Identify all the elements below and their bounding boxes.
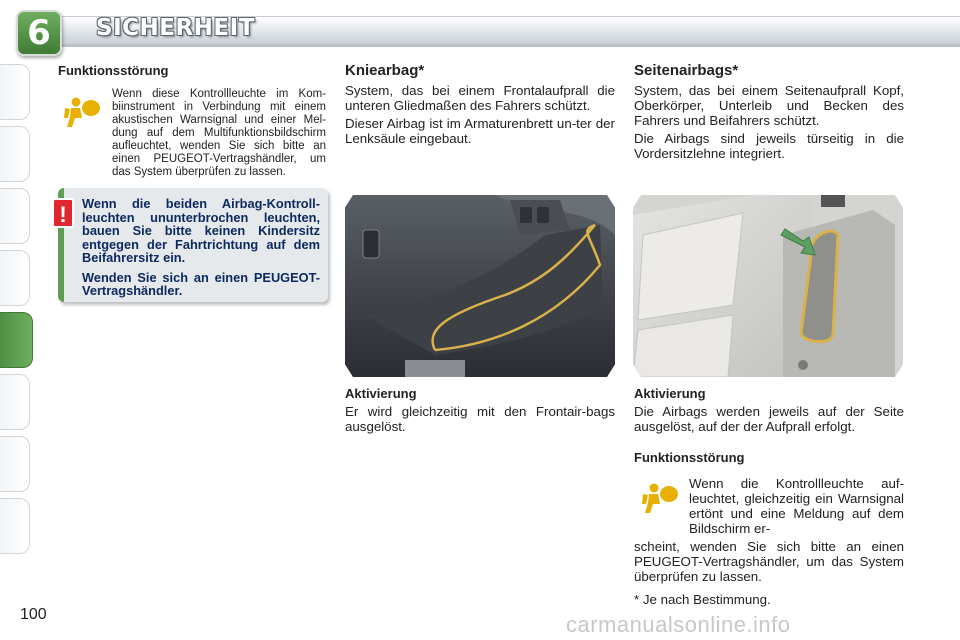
chapter-tab-6-active[interactable] (0, 312, 33, 368)
warning-box (58, 188, 328, 302)
side-malfunction-heading: Funktionsstörung (634, 450, 745, 465)
knee-airbag-illustration (345, 195, 615, 377)
warning-exclamation-icon: ! (52, 198, 74, 228)
chapter-tabs (0, 64, 34, 580)
side-malfunction-text-1: Wenn die Kontrollleuchte auf-leuchtet, gleichzeitig ein Warnsignal ertönt und eine Meldung auf dem Bildschirm er- (689, 476, 904, 536)
side-airbag-text-2: Die Airbags sind jeweils türseitig in die Vordersitzlehne integriert. (634, 131, 904, 161)
side-airbag-illustration (633, 195, 903, 377)
footnote: * Je nach Bestimmung. (634, 592, 771, 607)
side-malfunction-text-2: scheint, wenden Sie sich bitte an einen PEUGEOT-Vertragshändler, um das System überprüfen zu lassen. (634, 539, 904, 584)
chapter-title: SICHERHEIT (96, 15, 255, 41)
chapter-tab-3[interactable] (0, 188, 30, 244)
chapter-tab-1[interactable] (0, 64, 30, 120)
chapter-badge[interactable]: 6 (16, 10, 62, 56)
header-rule (40, 44, 960, 47)
knee-airbag-heading: Kniearbag* (345, 62, 425, 79)
knee-activation-text: Er wird gleichzeitig mit den Frontair-bags ausgelöst. (345, 404, 615, 434)
chapter-tab-2[interactable] (0, 126, 30, 182)
knee-airbag-photo (345, 195, 615, 377)
page-number: 100 (20, 606, 47, 623)
page-header (0, 0, 960, 58)
chapter-tab-4[interactable] (0, 250, 30, 306)
side-airbag-description (634, 83, 904, 161)
side-airbag-heading: Seitenairbags* (634, 62, 739, 79)
airbag-warning-icon-2 (640, 482, 680, 516)
airbag-warning-icon (62, 96, 102, 130)
knee-airbag-description (345, 83, 615, 146)
left-malfunction-heading: Funktionsstörung (58, 63, 169, 78)
side-airbag-text-1: System, das bei einem Seitenaufprall Kopf, Oberkörper, Unterleib und Becken des Fahrers und Beifahrers schützt. (634, 83, 904, 128)
side-activation-heading: Aktivierung (634, 386, 706, 401)
watermark: carmanualsonline.info (566, 612, 791, 637)
knee-airbag-text-1: System, das bei einem Frontalaufprall die unteren Gliedmaßen des Fahrers schützt. (345, 83, 615, 113)
warning-text-1: Wenn die beiden Airbag-Kontroll-leuchten ununterbrochen leuchten, bauen Sie bitte keinen Kindersitz entgegen der Fahrtrichtung auf dem Beifahrersitz ein. (82, 196, 320, 265)
knee-airbag-text-2: Dieser Airbag ist im Armaturenbrett un-ter der Lenksäule eingebaut. (345, 116, 615, 146)
side-activation-text: Die Airbags werden jeweils auf der Seite ausgelöst, auf der der Aufprall erfolgt. (634, 404, 904, 434)
chapter-tab-7[interactable] (0, 374, 30, 430)
left-malfunction-text: Wenn diese Kontrollleuchte im Kom-biinstrument in Verbindung mit einem akustischen Warnsignal und einer Mel-dung auf dem Multifunktionsbildschirm aufleuchtet, wenden Sie sich bitte an einen PEUGEOT-Vertragshändler, um das System überprüfen zu lassen. (112, 88, 326, 178)
chapter-tab-8[interactable] (0, 436, 30, 492)
chapter-tab-9[interactable] (0, 498, 30, 554)
warning-text-2: Wenden Sie sich an einen PEUGEOT-Vertragshändler. (82, 269, 320, 298)
knee-activation-heading: Aktivierung (345, 386, 417, 401)
side-airbag-photo (633, 195, 903, 377)
